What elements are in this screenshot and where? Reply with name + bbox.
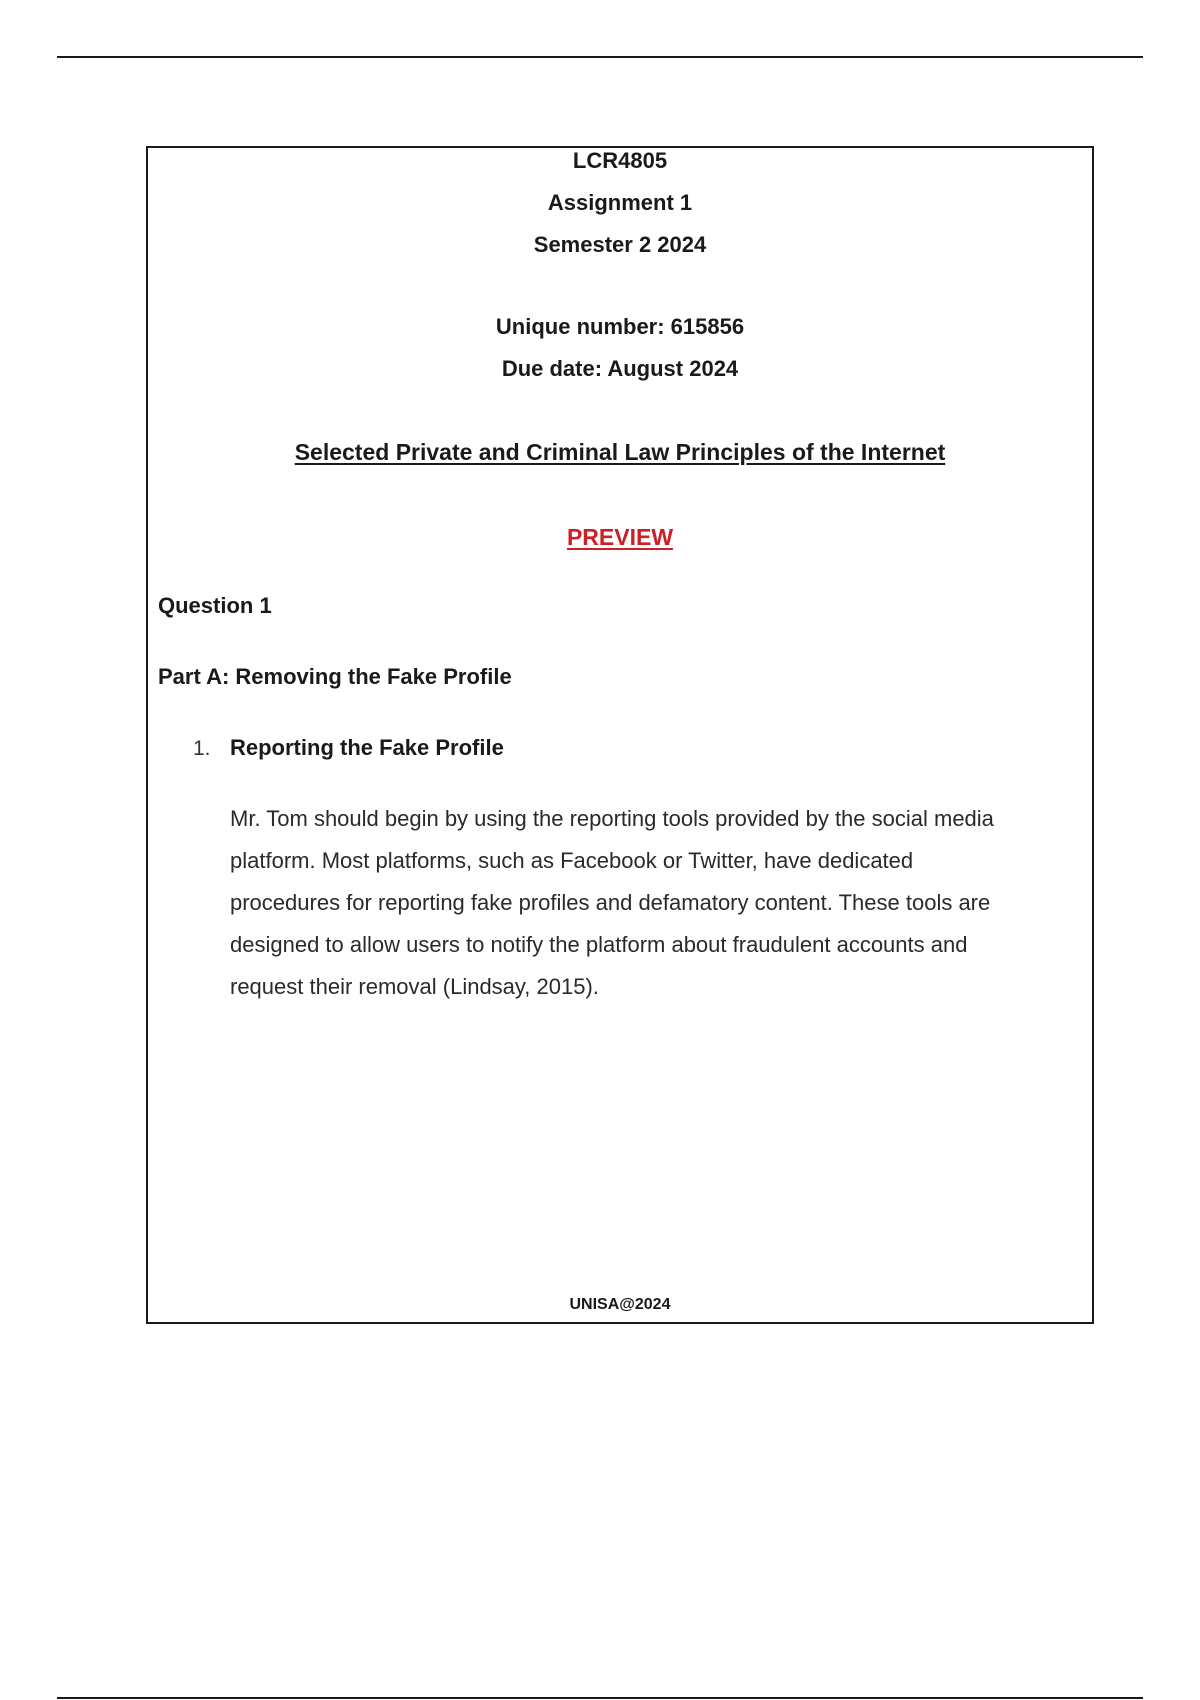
paragraph-line: platform. Most platforms, such as Facebook or Twitter, have dedicated (230, 848, 914, 873)
list-item-title: Reporting the Fake Profile (230, 735, 504, 760)
document-page (146, 146, 1094, 1324)
assignment-label: Assignment 1 (547, 190, 693, 215)
page-top-rule (57, 56, 1143, 58)
due-date: Due date: August 2024 (501, 356, 739, 381)
page-bottom-rule (57, 1697, 1143, 1699)
part-heading: Part A: Removing the Fake Profile (158, 664, 512, 689)
body-paragraph (230, 798, 1090, 1008)
paragraph-line: designed to allow users to notify the platform about fraudulent accounts and (230, 932, 968, 957)
semester-label: Semester 2 2024 (533, 232, 707, 257)
page-footer: UNISA@2024 (569, 1296, 671, 1313)
list-item-number: 1. (193, 737, 211, 760)
course-code: LCR4805 (572, 148, 668, 173)
preview-label: PREVIEW (566, 524, 674, 550)
paragraph-line: procedures for reporting fake profiles and defamatory content. These tools are (230, 890, 991, 915)
unique-number: Unique number: 615856 (495, 314, 745, 339)
question-heading: Question 1 (158, 593, 272, 618)
paragraph-line: Mr. Tom should begin by using the reporting tools provided by the social media (230, 806, 994, 831)
paragraph-line: request their removal (Lindsay, 2015). (230, 974, 599, 999)
document-title: Selected Private and Criminal Law Principles of the Internet (294, 439, 946, 465)
